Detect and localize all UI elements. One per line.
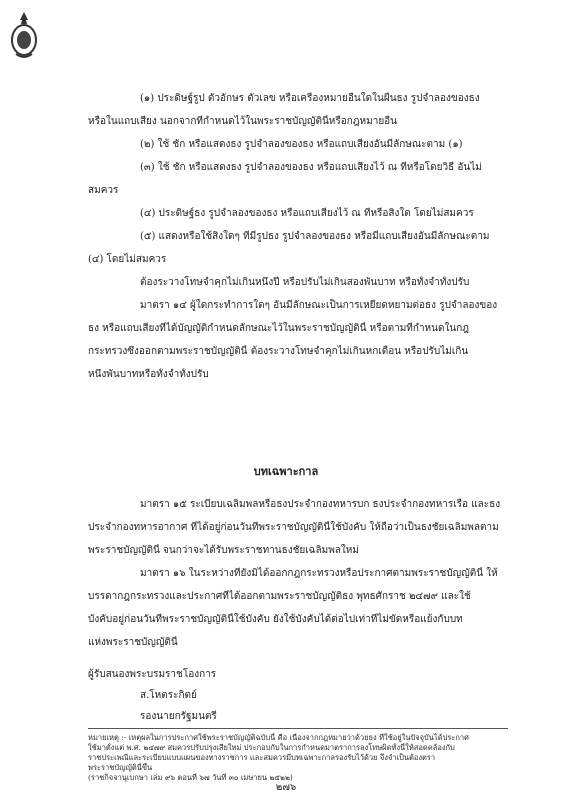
- body-line-17: มาตรา ๑๖ ในระหว่างที่ยังมิได้ออกกฎกระทรวงหรือประกาศตามพระราชบัญญัตินี้ ให้: [140, 568, 498, 579]
- body-line-19: บังคับอยู่ก่อนวันที่พระราชบัญญัตินี้ใช้บังคับ ยังใช้บังคับได้ต่อไปเท่าที่ไม่ขัดหรือแย้งกับบท: [88, 614, 463, 625]
- body-line-20: แห่งพระราชบัญญัตินี้: [88, 637, 178, 648]
- body-line-7: (๕) แสดงหรือใช้สิ่งใดๆ ที่มีรูปธง รูปจำลองของธง หรือมีแถบเสียงอันมีลักษณะตาม: [140, 231, 490, 242]
- body-line-2: หรือในแถบเสียง นอกจากที่กำหนดไว้ในพระราชบัญญัตินี้หรือกฎหมายอื่น: [88, 116, 398, 127]
- body-line-9: ต้องระวางโทษจำคุกไม่เกินหนึ่งปี หรือปรับไม่เกินสองพันบาท หรือทั้งจำทั้งปรับ: [140, 277, 470, 288]
- body-line-3: (๒) ใช้ ชัก หรือแสดงธง รูปจำลองของธง หรือแถบเสียงอันมีลักษณะตาม (๑): [140, 139, 463, 150]
- page-number: ๒๗๖: [275, 782, 297, 793]
- body-line-12: กระทรวงซึ่งออกตามพระราชบัญญัตินี้ ต้องระวางโทษจำคุกไม่เกินหกเดือน หรือปรับไม่เกิน: [88, 346, 469, 357]
- footnote-line-2: ใช้มาตั้งแต่ พ.ศ. ๒๔๗๙ สมควรปรับปรุงเสียใหม่ ประกอบกับในการกำหนดมาตราการลงโทษผิดทั้งนี้ให้สอดคล้องกับ: [88, 743, 455, 752]
- footnote-divider: [88, 728, 508, 729]
- body-line-10: มาตรา ๑๔ ผู้ใดกระทำการใดๆ อันมีลักษณะเป็นการเหยียดหยามต่อธง รูปจำลองของ: [140, 300, 498, 311]
- body-line-6: (๔) ประดิษฐ์ธง รูปจำลองของธง หรือแถบเสียงไว้ ณ ที่หรือสิ่งใด โดยไม่สมควร: [140, 208, 474, 219]
- body-line-11: ธง หรือแถบเสียงที่ได้บัญญัติกำหนดลักษณะไว้ในพระราชบัญญัตินี้ หรือตามที่กำหนดในกฎ: [88, 323, 469, 334]
- footnote-line-4: พระราชบัญญัตินี้ขึ้น: [88, 763, 153, 772]
- section-heading: บทเฉพาะกาล: [253, 465, 319, 478]
- signatory-title: รองนายกรัฐมนตรี: [140, 711, 217, 722]
- footnote-line-3: ราชประเพณีและระเบียบแบบแผนของทางราชการ และสมควรมีบทเฉพาะกาลรองรับไว้ด้วย จึงจำเป็นต้องตรา: [88, 753, 436, 762]
- body-line-15: ประจำกองทหารอากาศ ที่ได้อยู่ก่อนวันที่พระราชบัญญัตินี้ใช้บังคับ ให้ถือว่าเป็นธงชัยเฉลิมพลตาม: [88, 522, 499, 533]
- body-line-4: (๓) ใช้ ชัก หรือแสดงธง รูปจำลองของธง หรือแถบเสียงไว้ ณ ที่หรือโดยวิธี อันไม่: [140, 162, 482, 173]
- body-line-5: สมควร: [88, 185, 119, 196]
- body-line-18: บรรดากฎกระทรวงและประกาศที่ได้ออกตามพระราชบัญญัติธง พุทธศักราช ๒๔๗๙ และใช้: [88, 591, 471, 602]
- garuda-seal-icon: [10, 10, 38, 60]
- body-line-1: (๑) ประดิษฐ์รูป ตัวอักษร ตัวเลข หรือเครื่องหมายอื่นใดในผืนธง รูปจำลองของธง: [140, 93, 480, 104]
- body-line-8: (๔) โดยไม่สมควร: [88, 254, 167, 265]
- countersign-label: ผู้รับสนองพระบรมราชโองการ: [88, 669, 217, 680]
- body-line-13: หนึ่งพันบาทหรือทั้งจำทั้งปรับ: [88, 369, 209, 380]
- signatory-name: ส.โหตระกิตย์: [140, 690, 197, 701]
- footnote-source: (ราชกิจจานุเบกษา เล่ม ๙๖ ตอนที่ ๖๗ วันที่ ๓๐ เมษายน ๒๕๒๒): [88, 773, 293, 782]
- footnote-line-1: หมายเหตุ :- เหตุผลในการประกาศใช้พระราชบัญญัติฉบับนี้ คือ เนื่องจากกฎหมายว่าด้วยธง ที่ใช้อยู่ในปัจจุบันได้ประกาศ: [88, 733, 469, 742]
- body-line-14: มาตรา ๑๕ ระเบียบเฉลิมพลหรือธงประจำกองทหารบก ธงประจำกองทหารเรือ และธง: [140, 499, 501, 510]
- body-line-16: พระราชบัญญัตินี้ จนกว่าจะได้รับพระราชทานธงชัยเฉลิมพลใหม่: [88, 545, 359, 556]
